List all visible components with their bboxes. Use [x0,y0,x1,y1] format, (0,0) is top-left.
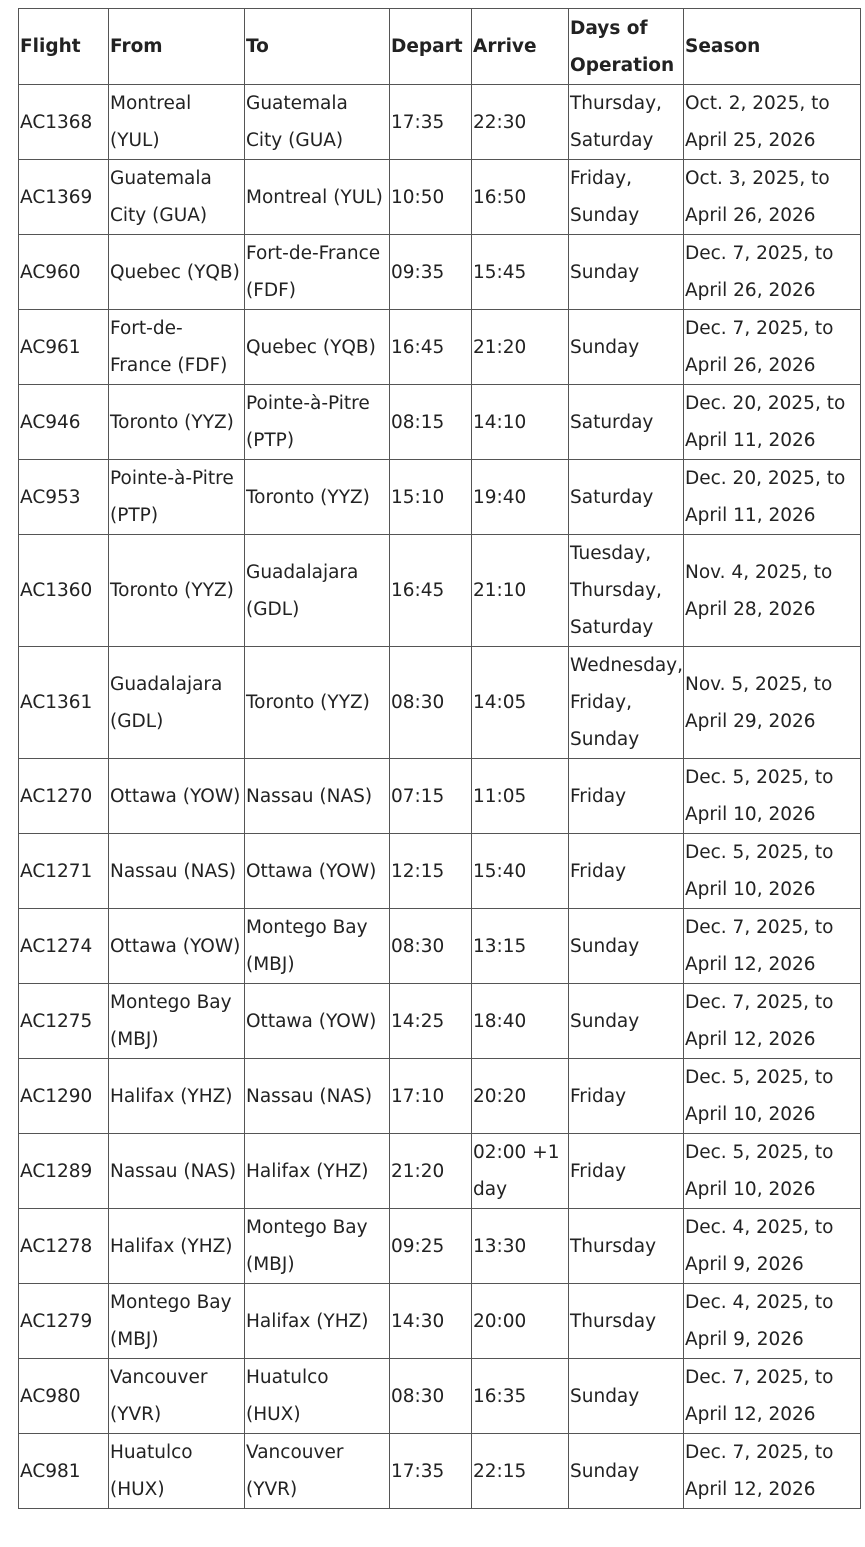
season-cell: Dec. 4, 2025, to April 9, 2026 [684,1209,861,1284]
to-cell: Montreal (YUL) [245,160,390,235]
depart-cell: 15:10 [390,460,472,535]
days-cell: Sunday [569,310,684,385]
table-row [19,1434,861,1509]
arrive-cell: 22:15 [472,1434,569,1509]
arrive-cell: 15:45 [472,235,569,310]
table-row [19,85,861,160]
to-cell: Guatemala City (GUA) [245,85,390,160]
depart-cell: 17:10 [390,1059,472,1134]
days-cell: Saturday [569,385,684,460]
to-cell: Vancouver (YVR) [245,1434,390,1509]
depart-cell: 08:30 [390,909,472,984]
from-cell: Toronto (YYZ) [109,385,245,460]
header-row [19,9,861,85]
table-row [19,909,861,984]
arrive-cell: 20:20 [472,1059,569,1134]
depart-cell: 16:45 [390,310,472,385]
days-cell: Thursday [569,1284,684,1359]
season-cell: Dec. 5, 2025, to April 10, 2026 [684,759,861,834]
season-cell: Nov. 5, 2025, to April 29, 2026 [684,647,861,759]
from-cell: Vancouver (YVR) [109,1359,245,1434]
days-cell: Tuesday, Thursday, Saturday [569,535,684,647]
flight-cell: AC1279 [19,1284,109,1359]
days-cell: Friday [569,834,684,909]
to-cell: Halifax (YHZ) [245,1284,390,1359]
from-cell: Guatemala City (GUA) [109,160,245,235]
header-depart: Depart [390,9,472,85]
flight-cell: AC1289 [19,1134,109,1209]
to-cell: Toronto (YYZ) [245,647,390,759]
from-cell: Pointe-à-Pitre (PTP) [109,460,245,535]
depart-cell: 17:35 [390,1434,472,1509]
flight-cell: AC1368 [19,85,109,160]
days-cell: Thursday [569,1209,684,1284]
table-row [19,1359,861,1434]
arrive-cell: 21:10 [472,535,569,647]
arrive-cell: 11:05 [472,759,569,834]
days-cell: Thursday, Saturday [569,85,684,160]
days-cell: Saturday [569,460,684,535]
table-row [19,1284,861,1359]
season-cell: Dec. 4, 2025, to April 9, 2026 [684,1284,861,1359]
arrive-cell: 18:40 [472,984,569,1059]
flight-cell: AC953 [19,460,109,535]
season-cell: Dec. 7, 2025, to April 12, 2026 [684,984,861,1059]
days-cell: Sunday [569,984,684,1059]
flight-cell: AC946 [19,385,109,460]
to-cell: Ottawa (YOW) [245,834,390,909]
from-cell: Ottawa (YOW) [109,759,245,834]
from-cell: Montreal (YUL) [109,85,245,160]
depart-cell: 12:15 [390,834,472,909]
flight-cell: AC1369 [19,160,109,235]
to-cell: Halifax (YHZ) [245,1134,390,1209]
depart-cell: 08:30 [390,647,472,759]
from-cell: Halifax (YHZ) [109,1059,245,1134]
from-cell: Ottawa (YOW) [109,909,245,984]
table-row [19,460,861,535]
table-row [19,834,861,909]
flight-schedule-table [18,8,861,1509]
flight-cell: AC981 [19,1434,109,1509]
season-cell: Oct. 2, 2025, to April 25, 2026 [684,85,861,160]
header-to: To [245,9,390,85]
to-cell: Guadalajara (GDL) [245,535,390,647]
header-from: From [109,9,245,85]
from-cell: Montego Bay (MBJ) [109,1284,245,1359]
arrive-cell: 16:50 [472,160,569,235]
depart-cell: 08:15 [390,385,472,460]
flight-cell: AC961 [19,310,109,385]
table-row [19,385,861,460]
depart-cell: 08:30 [390,1359,472,1434]
header-season: Season [684,9,861,85]
depart-cell: 07:15 [390,759,472,834]
to-cell: Nassau (NAS) [245,1059,390,1134]
flight-cell: AC1271 [19,834,109,909]
from-cell: Halifax (YHZ) [109,1209,245,1284]
from-cell: Nassau (NAS) [109,1134,245,1209]
depart-cell: 09:35 [390,235,472,310]
flight-cell: AC1270 [19,759,109,834]
from-cell: Montego Bay (MBJ) [109,984,245,1059]
flight-cell: AC1274 [19,909,109,984]
depart-cell: 09:25 [390,1209,472,1284]
table-row [19,535,861,647]
depart-cell: 14:30 [390,1284,472,1359]
season-cell: Dec. 7, 2025, to April 26, 2026 [684,310,861,385]
from-cell: Fort-de-France (FDF) [109,310,245,385]
flight-cell: AC960 [19,235,109,310]
days-cell: Friday, Sunday [569,160,684,235]
to-cell: Montego Bay (MBJ) [245,909,390,984]
season-cell: Oct. 3, 2025, to April 26, 2026 [684,160,861,235]
table-row [19,759,861,834]
from-cell: Nassau (NAS) [109,834,245,909]
arrive-cell: 14:10 [472,385,569,460]
header-arrive: Arrive [472,9,569,85]
arrive-cell: 19:40 [472,460,569,535]
days-cell: Friday [569,1059,684,1134]
days-cell: Friday [569,759,684,834]
depart-cell: 17:35 [390,85,472,160]
season-cell: Dec. 5, 2025, to April 10, 2026 [684,834,861,909]
days-cell: Sunday [569,1359,684,1434]
to-cell: Huatulco (HUX) [245,1359,390,1434]
days-cell: Sunday [569,235,684,310]
season-cell: Dec. 7, 2025, to April 12, 2026 [684,1359,861,1434]
to-cell: Pointe-à-Pitre (PTP) [245,385,390,460]
header-flight: Flight [19,9,109,85]
flight-cell: AC1361 [19,647,109,759]
table-row [19,647,861,759]
to-cell: Ottawa (YOW) [245,984,390,1059]
season-cell: Dec. 5, 2025, to April 10, 2026 [684,1134,861,1209]
from-cell: Huatulco (HUX) [109,1434,245,1509]
flight-cell: AC980 [19,1359,109,1434]
flight-cell: AC1278 [19,1209,109,1284]
days-cell: Sunday [569,1434,684,1509]
arrive-cell: 02:00 +1 day [472,1134,569,1209]
days-cell: Friday [569,1134,684,1209]
table-row [19,1209,861,1284]
table-row [19,310,861,385]
from-cell: Quebec (YQB) [109,235,245,310]
from-cell: Guadalajara (GDL) [109,647,245,759]
arrive-cell: 15:40 [472,834,569,909]
arrive-cell: 13:30 [472,1209,569,1284]
to-cell: Fort-de-France (FDF) [245,235,390,310]
arrive-cell: 16:35 [472,1359,569,1434]
table-row [19,1134,861,1209]
season-cell: Dec. 7, 2025, to April 12, 2026 [684,909,861,984]
table-row [19,235,861,310]
arrive-cell: 13:15 [472,909,569,984]
season-cell: Nov. 4, 2025, to April 28, 2026 [684,535,861,647]
arrive-cell: 14:05 [472,647,569,759]
season-cell: Dec. 7, 2025, to April 26, 2026 [684,235,861,310]
season-cell: Dec. 20, 2025, to April 11, 2026 [684,385,861,460]
table-row [19,160,861,235]
flight-cell: AC1275 [19,984,109,1059]
depart-cell: 21:20 [390,1134,472,1209]
to-cell: Montego Bay (MBJ) [245,1209,390,1284]
to-cell: Toronto (YYZ) [245,460,390,535]
flight-cell: AC1290 [19,1059,109,1134]
from-cell: Toronto (YYZ) [109,535,245,647]
depart-cell: 10:50 [390,160,472,235]
flight-cell: AC1360 [19,535,109,647]
depart-cell: 14:25 [390,984,472,1059]
season-cell: Dec. 7, 2025, to April 12, 2026 [684,1434,861,1509]
season-cell: Dec. 5, 2025, to April 10, 2026 [684,1059,861,1134]
table-row [19,984,861,1059]
depart-cell: 16:45 [390,535,472,647]
table-row [19,1059,861,1134]
to-cell: Nassau (NAS) [245,759,390,834]
arrive-cell: 22:30 [472,85,569,160]
arrive-cell: 20:00 [472,1284,569,1359]
to-cell: Quebec (YQB) [245,310,390,385]
arrive-cell: 21:20 [472,310,569,385]
days-cell: Wednesday, Friday, Sunday [569,647,684,759]
header-days-of-operation: Days of Operation [569,9,684,85]
days-cell: Sunday [569,909,684,984]
season-cell: Dec. 20, 2025, to April 11, 2026 [684,460,861,535]
